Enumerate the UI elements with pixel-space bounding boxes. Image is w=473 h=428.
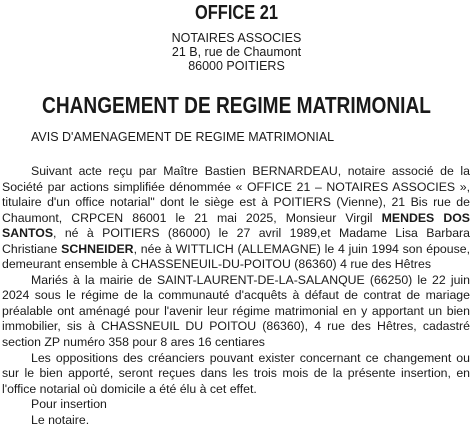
notice-body — [2, 164, 470, 428]
office-subtitle: NOTAIRES ASSOCIES — [171, 31, 302, 45]
wife-name: SCHNEIDER — [61, 241, 134, 256]
office-city: 86000 POITIERS — [188, 59, 285, 73]
notice-title: CHANGEMENT DE REGIME MATRIMONIAL — [42, 92, 431, 118]
paragraph-oppositions: Les oppositions des créanciers pouvant exister concernant ce changement ou sur le bien apporté, seront reçues dans les trois mois de la présente insertion, en l'office notarial où domicile a été élu à cet effet. — [2, 350, 470, 396]
office-name: OFFICE 21 — [195, 2, 278, 24]
paragraph-insertion: Pour insertion — [31, 397, 107, 412]
paragraph-marriage: Mariés à la mairie de SAINT-LAURENT-DE-LA-SALANQUE (66250) le 22 juin 2024 sous le régime de la communauté d'acquêts à défaut de contrat de mariage préalable ont aménagé pour l'avenir leur régime matrimonial en y apportant un bien immobilier, sis à CHASSNEUIL DU POITOU (86360), 4 rue des Hêtres, cadastré section ZP numéro 358 pour 8 ares 16 centiares — [2, 272, 470, 350]
husband-name: MENDES DOS SANTOS — [2, 210, 470, 241]
office-street: 21 B, rue de Chaumont — [171, 45, 302, 59]
deed-text-b: , né à POITIERS (86000) le 27 avril 1989,et Madame Lisa Barbara Christiane — [2, 226, 470, 256]
notice-subtitle: AVIS D'AMENAGEMENT DE REGIME MATRIMONIAL — [31, 130, 335, 144]
paragraph-deed — [2, 164, 470, 273]
paragraph-signature: Le notaire. — [31, 412, 90, 427]
deed-text-c: , née à WITTLICH (ALLEMAGNE) le 4 juin 1994 son épouse, demeurant ensemble à CHASSENEUIL-DU-POITOU (86360) 4 rue des Hêtres — [2, 241, 471, 272]
deed-text-a: Suivant acte reçu par Maître Bastien BERNARDEAU, notaire associé de la Société par actions simplifiée dénommée « OFFICE 21 – NOTAIRES ASSOCIES », titulaire d'un office notarial" dont le siège est à POITIERS (Vienne), 21 Bis rue de Chaumont, CRPCEN 86001 le 21 mai 2025, Monsieur Virgil — [2, 164, 470, 225]
